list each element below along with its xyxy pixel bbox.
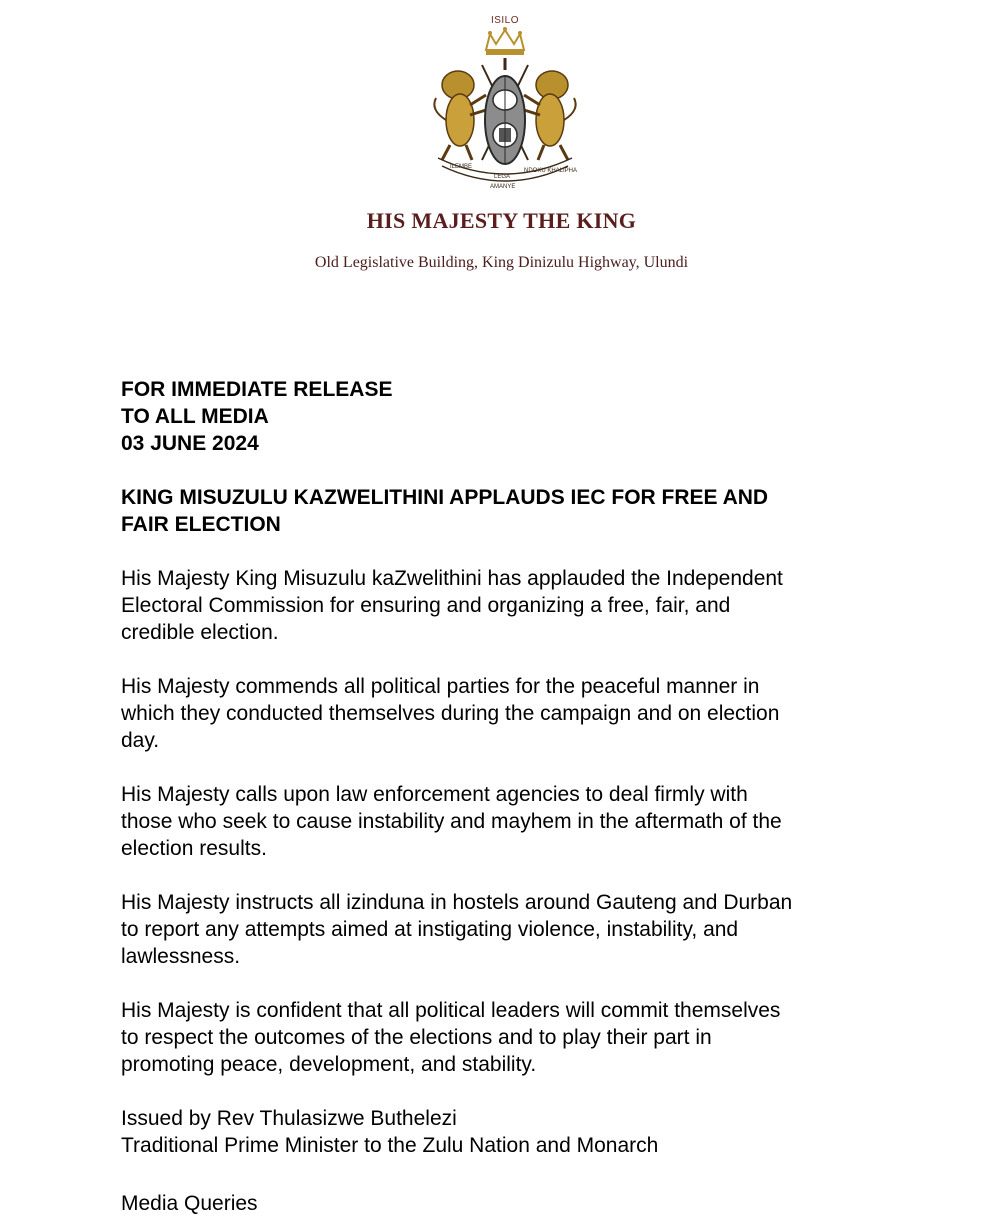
right-lion-icon xyxy=(524,71,576,160)
paragraph-line: day. xyxy=(121,729,160,752)
svg-text:AMANYE: AMANYE xyxy=(490,184,516,190)
svg-text:LEGA: LEGA xyxy=(494,174,511,180)
paragraph-line: those who seek to cause instability and mayhem in the aftermath of the xyxy=(121,810,782,833)
paragraph xyxy=(121,673,911,754)
paragraph-line: election results. xyxy=(121,837,267,860)
letterhead-title: HIS MAJESTY THE KING xyxy=(366,208,637,233)
crown-icon xyxy=(486,27,524,55)
release-date: 03 JUNE 2024 xyxy=(121,432,259,455)
paragraph-line: Electoral Commission for ensuring and organizing a free, fair, and xyxy=(121,594,731,617)
svg-text:ILEMBE: ILEMBE xyxy=(450,164,473,170)
paragraph xyxy=(121,781,911,862)
paragraph xyxy=(121,889,911,970)
paragraph xyxy=(121,565,911,646)
paragraph xyxy=(121,997,911,1078)
crest-top-label: ISILO xyxy=(490,15,520,26)
paragraph-line: His Majesty calls upon law enforcement agencies to deal firmly with xyxy=(121,783,748,806)
svg-text:NDOKU KHALIPHA: NDOKU KHALIPHA xyxy=(524,168,578,174)
paragraph-line: to report any attempts aimed at instigating violence, instability, and xyxy=(121,918,739,941)
release-block xyxy=(121,376,911,457)
shield-icon xyxy=(485,76,525,164)
headline-line: KING MISUZULU KAZWELITHINI APPLAUDS IEC FOR FREE AND xyxy=(121,486,769,509)
crest-emblem-icon xyxy=(420,10,590,190)
press-release-body xyxy=(121,376,911,1186)
left-lion-icon xyxy=(434,71,486,160)
media-queries-heading: Media Queries xyxy=(121,1192,258,1215)
paragraph-line: promoting peace, development, and stability. xyxy=(121,1053,537,1076)
paragraph-line: His Majesty is confident that all political leaders will commit themselves xyxy=(121,999,781,1022)
issuer-title: Traditional Prime Minister to the Zulu Nation and Monarch xyxy=(121,1134,659,1157)
letterhead-address: Old Legislative Building, King Dinizulu Highway, Ulundi xyxy=(314,254,689,271)
paragraph-line: His Majesty King Misuzulu kaZwelithini has applauded the Independent xyxy=(121,567,783,590)
release-line: FOR IMMEDIATE RELEASE xyxy=(121,378,393,401)
headline xyxy=(121,484,911,538)
headline-line: FAIR ELECTION xyxy=(121,513,281,536)
release-audience: TO ALL MEDIA xyxy=(121,405,269,428)
paragraph-line: His Majesty instructs all izinduna in hostels around Gauteng and Durban xyxy=(121,891,793,914)
paragraph-line: which they conducted themselves during the campaign and on election xyxy=(121,702,780,725)
royal-crest xyxy=(420,10,590,190)
signature-block xyxy=(121,1105,911,1159)
paragraph-line: credible election. xyxy=(121,621,279,644)
issued-by: Issued by Rev Thulasizwe Buthelezi xyxy=(121,1107,457,1130)
paragraph-line: to respect the outcomes of the elections and to play their part in xyxy=(121,1026,712,1049)
paragraph-line: His Majesty commends all political parties for the peaceful manner in xyxy=(121,675,760,698)
paragraph-line: lawlessness. xyxy=(121,945,241,968)
